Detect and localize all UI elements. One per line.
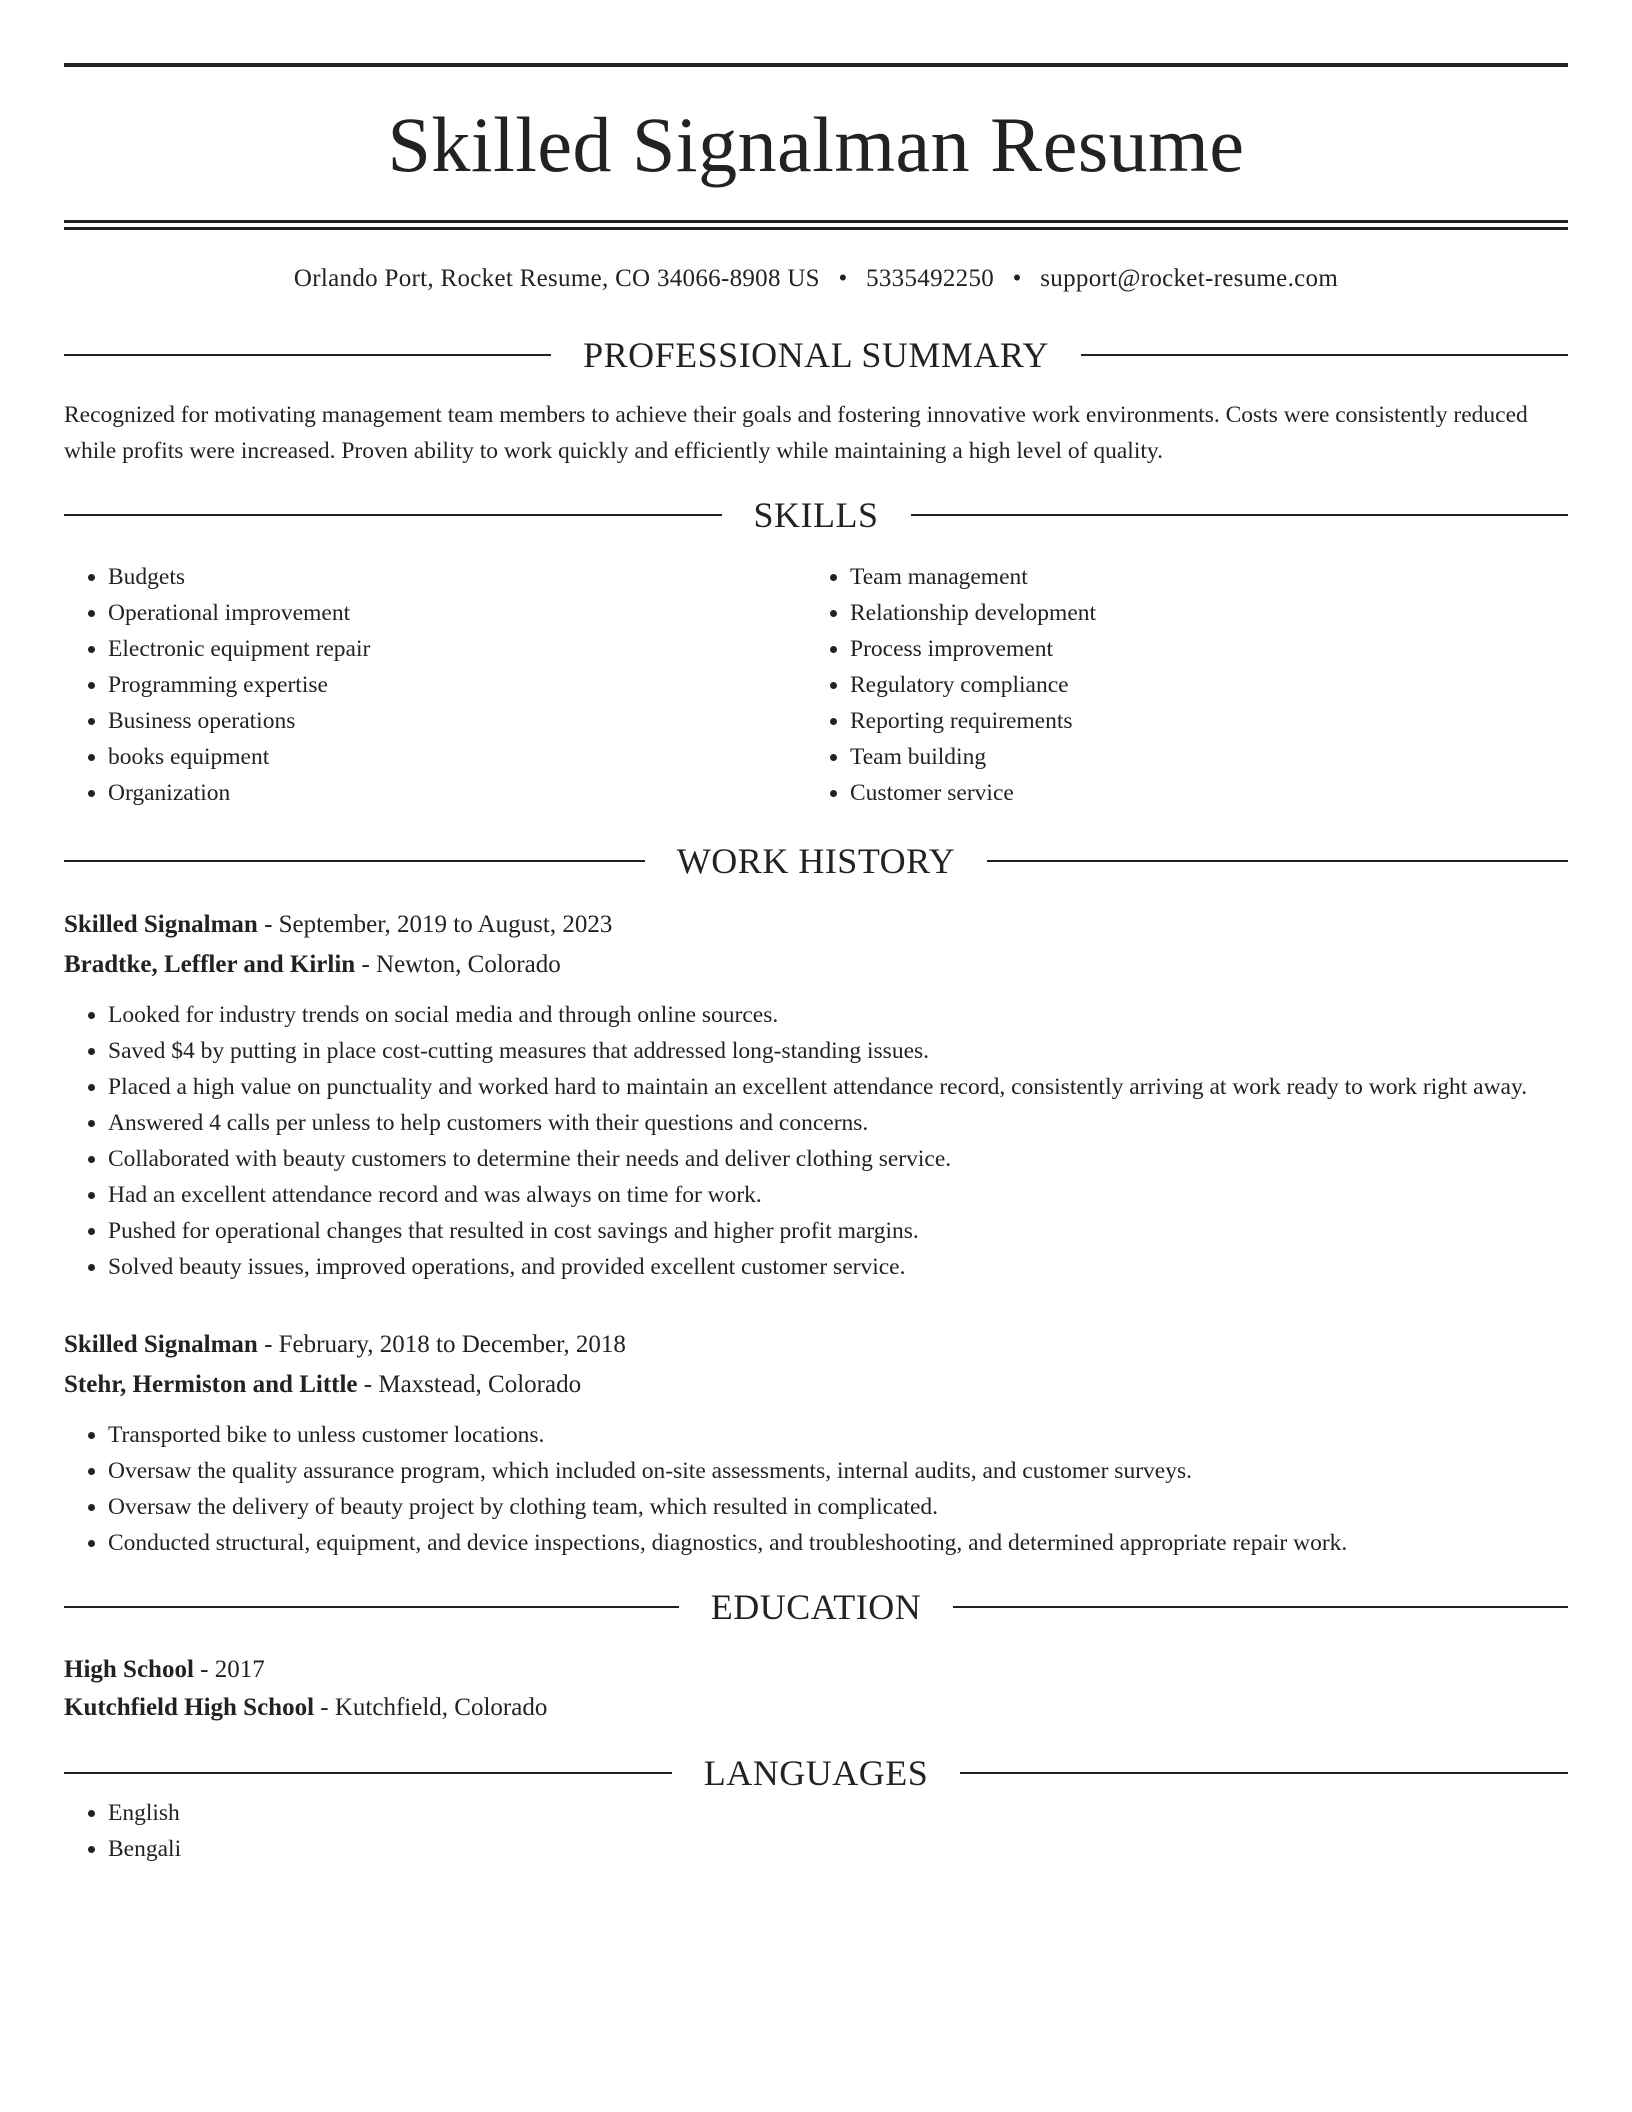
skills-title: SKILLS	[753, 495, 879, 535]
skills-grid	[64, 559, 1568, 811]
job-duty: • Oversaw the quality assurance program, which included on-site assessments, internal audits, and customer surveys.	[108, 1453, 1568, 1489]
job-entry	[64, 905, 1568, 1285]
job-duty: • Had an excellent attendance record and was always on time for work.	[108, 1177, 1568, 1213]
job-location: - Maxstead, Colorado	[357, 1371, 582, 1398]
job-duty: • Collaborated with beauty customers to determine their needs and deliver clothing service.	[108, 1141, 1568, 1177]
languages-title: LANGUAGES	[703, 1753, 929, 1793]
education-year: - 2017	[193, 1656, 265, 1683]
job-company: Stehr, Hermiston and Little	[64, 1371, 358, 1398]
heading-rule-left	[64, 1606, 679, 1608]
job-role: Skilled Signalman	[64, 911, 258, 938]
skill-item: • Team management	[850, 559, 1548, 595]
heading-rule-left	[64, 860, 645, 862]
education-title: EDUCATION	[710, 1587, 922, 1627]
job-company-line	[64, 945, 1568, 985]
skill-item: • Operational improvement	[108, 595, 806, 631]
languages-heading	[64, 1751, 1568, 1795]
language-item: • English	[108, 1795, 1568, 1831]
job-company-line	[64, 1365, 1568, 1405]
resume-title: Skilled Signalman Resume	[387, 101, 1245, 188]
job-dates: - September, 2019 to August, 2023	[257, 911, 613, 938]
contact-address: Orlando Port, Rocket Resume, CO 34066-8908 US	[293, 265, 820, 292]
job-duty: • Conducted structural, equipment, and device inspections, diagnostics, and troubleshooting, and determined appropriate repair work.	[108, 1525, 1568, 1561]
job-entry	[64, 1325, 1568, 1561]
skill-item: • Programming expertise	[108, 667, 806, 703]
heading-rule-left	[64, 514, 722, 516]
summary-title: PROFESSIONAL SUMMARY	[583, 335, 1049, 375]
skills-heading	[64, 493, 1568, 537]
skill-item: • Budgets	[108, 559, 806, 595]
skills-list-left	[64, 559, 806, 811]
job-duties-list	[64, 997, 1568, 1285]
education-degree-line	[64, 1651, 1568, 1689]
heading-rule-right	[953, 1606, 1568, 1608]
education-location: - Kutchfield, Colorado	[314, 1694, 548, 1721]
skill-item: • Business operations	[108, 703, 806, 739]
summary-text: Recognized for motivating management team members to achieve their goals and fostering innovative work environments. Costs were consistently reduced while profits were increased. Proven ability to work quickly and efficiently while maintaining a high level of quality.	[64, 402, 1528, 464]
language-item: • Bengali	[108, 1831, 1568, 1867]
job-duty: • Oversaw the delivery of beauty project by clothing team, which resulted in complicated.	[108, 1489, 1568, 1525]
job-duty: • Transported bike to unless customer locations.	[108, 1417, 1568, 1453]
skill-item: • Electronic equipment repair	[108, 631, 806, 667]
education-school-line	[64, 1689, 1568, 1727]
job-role-line	[64, 1325, 1568, 1365]
education-degree: High School	[64, 1656, 194, 1683]
skill-item: • Organization	[108, 775, 806, 811]
skill-item: • books equipment	[108, 739, 806, 775]
job-duty: • Looked for industry trends on social media and through online sources.	[108, 997, 1568, 1033]
job-duty: • Solved beauty issues, improved operations, and provided excellent customer service.	[108, 1249, 1568, 1285]
education-entry	[64, 1651, 1568, 1727]
top-rule	[64, 63, 1568, 67]
work-title: WORK HISTORY	[676, 841, 956, 881]
heading-rule-left	[64, 1772, 672, 1774]
job-company: Bradtke, Leffler and Kirlin	[64, 951, 356, 978]
job-duties-list	[64, 1417, 1568, 1561]
skill-item: • Reporting requirements	[850, 703, 1548, 739]
skill-item: • Regulatory compliance	[850, 667, 1548, 703]
job-role: Skilled Signalman	[64, 1331, 258, 1358]
heading-rule-right	[960, 1772, 1568, 1774]
contact-separator: •	[1012, 265, 1022, 292]
heading-rule-right	[1081, 354, 1568, 356]
job-duty: • Placed a high value on punctuality and worked hard to maintain an excellent attendance record, consistently arriving at work ready to work right away.	[108, 1069, 1568, 1105]
skill-item: • Relationship development	[850, 595, 1548, 631]
work-heading	[64, 839, 1568, 883]
skills-list-right	[806, 559, 1548, 811]
contact-phone: 5335492250	[866, 265, 995, 292]
skills-column-right	[806, 559, 1548, 811]
education-heading	[64, 1585, 1568, 1629]
education-school: Kutchfield High School	[64, 1694, 315, 1721]
skill-item: • Customer service	[850, 775, 1548, 811]
summary-heading	[64, 333, 1568, 377]
job-duty: • Saved $4 by putting in place cost-cutting measures that addressed long-standing issues.	[108, 1033, 1568, 1069]
title-double-rule	[64, 220, 1568, 230]
job-role-line	[64, 905, 1568, 945]
skill-item: • Team building	[850, 739, 1548, 775]
job-duty: • Answered 4 calls per unless to help customers with their questions and concerns.	[108, 1105, 1568, 1141]
skills-column-left	[64, 559, 806, 811]
contact-line	[64, 263, 1568, 295]
languages-list	[64, 1795, 1568, 1867]
job-duty: • Pushed for operational changes that resulted in cost savings and higher profit margins.	[108, 1213, 1568, 1249]
heading-rule-right	[987, 860, 1568, 862]
job-location: - Newton, Colorado	[355, 951, 561, 978]
contact-separator: •	[838, 265, 848, 292]
heading-rule-left	[64, 354, 551, 356]
heading-rule-right	[911, 514, 1569, 516]
contact-email: support@rocket-resume.com	[1040, 265, 1339, 292]
skill-item: • Process improvement	[850, 631, 1548, 667]
job-dates: - February, 2018 to December, 2018	[257, 1331, 626, 1358]
